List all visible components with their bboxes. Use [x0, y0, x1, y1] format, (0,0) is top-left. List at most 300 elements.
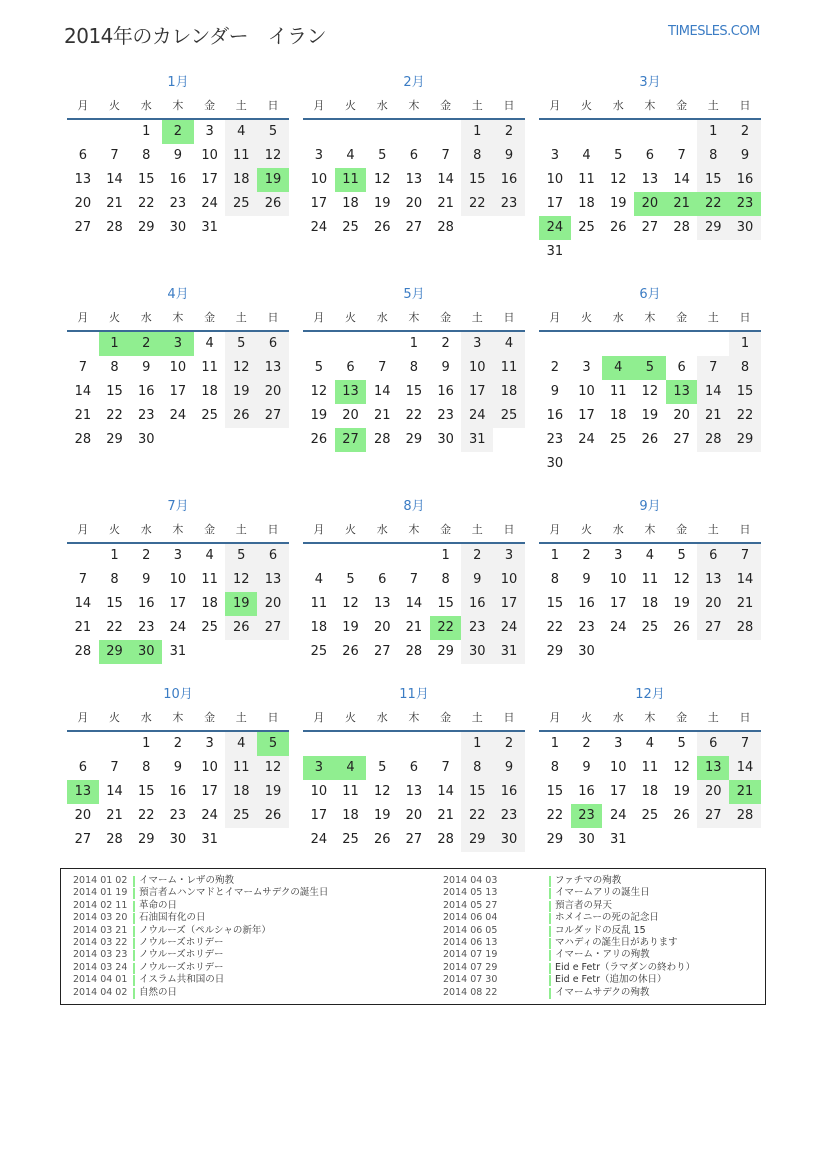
day-cell: 9: [582, 572, 591, 587]
day-cell: 23: [546, 432, 564, 447]
day-cell: 17: [493, 592, 525, 616]
empty-cell: [666, 120, 698, 144]
day-cell: 7: [729, 732, 761, 756]
day-cell: 21: [74, 620, 92, 635]
day-cell: 22: [461, 192, 493, 216]
day-cell: 19: [673, 784, 690, 799]
weekday-label: 月: [77, 311, 89, 324]
weekday-label: 金: [676, 523, 688, 536]
weekday-header: [539, 706, 761, 732]
day-cell: 7: [697, 356, 729, 380]
day-cell: 3: [582, 360, 591, 375]
day-cell: 7: [78, 572, 87, 587]
day-cell: 8: [409, 360, 419, 375]
day-cell: 7: [110, 760, 119, 775]
holiday-color-marker: [133, 876, 135, 887]
empty-cell: [398, 544, 430, 568]
empty-cell: [303, 332, 335, 356]
day-cell: 16: [493, 780, 525, 804]
month-name: 4月: [167, 287, 189, 302]
day-cell: 3: [314, 148, 323, 163]
day-cell: 18: [310, 620, 328, 635]
day-cell: 24: [461, 404, 493, 428]
day-cell: 24: [609, 620, 627, 635]
day-cell: 8: [729, 356, 761, 380]
legend-holiday-name: イマームアリの誕生日: [555, 887, 650, 899]
day-cell: 9: [441, 360, 450, 375]
day-cell: 26: [342, 644, 359, 659]
day-cell: 16: [437, 384, 454, 399]
legend-date: 2014 06 05: [443, 924, 498, 936]
day-cell: 15: [405, 384, 423, 399]
day-cell: 2: [493, 732, 525, 756]
weekday-header: [67, 518, 289, 544]
day-cell: 18: [342, 808, 359, 823]
day-cell: 15: [137, 172, 155, 187]
day-cell: 5: [314, 360, 323, 375]
legend-row: [443, 987, 763, 999]
weekday-label: 水: [612, 99, 624, 112]
day-cell: 27: [641, 220, 659, 235]
day-grid: [303, 732, 525, 852]
day-cell: 18: [578, 196, 595, 211]
day-cell: 23: [578, 620, 595, 635]
day-cell: 27: [257, 616, 289, 640]
site-logo[interactable]: TIMESLES.COM: [668, 24, 760, 39]
holiday-day: 11: [335, 168, 367, 192]
day-cell: 16: [169, 172, 187, 187]
legend-row: [73, 937, 433, 949]
month-calendar: [67, 284, 289, 452]
weekday-header: [539, 306, 761, 332]
empty-cell: [430, 732, 462, 756]
day-cell: 25: [342, 832, 359, 847]
holiday-day: 27: [335, 428, 367, 452]
legend-date: 2014 04 02: [73, 986, 128, 998]
day-cell: 25: [641, 808, 659, 823]
day-cell: 27: [74, 832, 92, 847]
day-cell: 1: [697, 120, 729, 144]
holiday-color-marker: [133, 975, 135, 986]
day-cell: 18: [225, 780, 257, 804]
day-cell: 30: [169, 220, 187, 235]
month-calendar: [539, 496, 761, 664]
day-cell: 1: [441, 548, 450, 563]
day-cell: 25: [225, 192, 257, 216]
day-cell: 24: [169, 620, 187, 635]
holiday-day: 4: [335, 756, 367, 780]
day-cell: 20: [74, 196, 92, 211]
day-cell: 2: [582, 548, 591, 563]
day-cell: 20: [74, 808, 92, 823]
day-cell: 15: [137, 784, 155, 799]
day-cell: 10: [169, 572, 187, 587]
legend-holiday-name: ファチマの殉教: [555, 875, 622, 886]
day-cell: 15: [546, 596, 564, 611]
holiday-color-marker: [133, 988, 135, 999]
day-cell: 10: [201, 148, 218, 163]
day-cell: 21: [405, 620, 423, 635]
day-cell: 6: [257, 544, 289, 568]
holiday-day: 23: [571, 804, 603, 828]
weekday-label: 木: [644, 311, 656, 324]
weekday-label: 水: [376, 523, 388, 536]
day-cell: 25: [578, 220, 595, 235]
day-cell: 23: [461, 616, 493, 640]
legend-date: 2014 06 13: [443, 936, 498, 948]
day-cell: 26: [257, 192, 289, 216]
holiday-day: 21: [729, 780, 761, 804]
day-cell: 2: [173, 736, 183, 751]
day-cell: 13: [641, 172, 659, 187]
day-cell: 10: [493, 568, 525, 592]
day-cell: 3: [614, 548, 623, 563]
legend-date: 2014 03 21: [73, 924, 128, 936]
day-cell: 20: [673, 408, 690, 423]
weekday-label: 水: [140, 99, 152, 112]
day-grid: [539, 544, 761, 664]
day-cell: 11: [201, 572, 218, 587]
day-cell: 9: [142, 572, 151, 587]
day-cell: 4: [225, 732, 257, 756]
legend-date: 2014 06 04: [443, 912, 498, 924]
day-cell: 12: [225, 356, 257, 380]
day-cell: 20: [697, 592, 729, 616]
day-cell: 20: [373, 620, 391, 635]
weekday-label: 火: [345, 99, 357, 112]
weekday-header: [303, 706, 525, 732]
legend-row: [443, 875, 763, 887]
day-cell: 10: [169, 360, 187, 375]
day-cell: 13: [697, 568, 729, 592]
day-cell: 5: [257, 120, 289, 144]
holiday-color-marker: [549, 938, 551, 949]
empty-cell: [697, 332, 729, 356]
month-calendar: [67, 684, 289, 852]
empty-cell: [666, 332, 698, 356]
month-name: 1月: [167, 75, 189, 90]
day-cell: 6: [697, 732, 729, 756]
legend-row: [73, 875, 433, 887]
day-cell: 17: [609, 784, 627, 799]
day-cell: 6: [409, 148, 419, 163]
legend-holiday-name: 石油国有化の日: [139, 912, 206, 924]
weekday-label: 金: [204, 311, 216, 324]
day-cell: 14: [405, 596, 423, 611]
day-cell: 4: [645, 548, 655, 563]
day-cell: 29: [137, 832, 155, 847]
weekday-label: 火: [581, 311, 593, 324]
day-cell: 4: [645, 736, 655, 751]
legend-row: [443, 887, 763, 899]
day-cell: 12: [641, 384, 659, 399]
holiday-color-marker: [133, 926, 135, 937]
legend-row: [443, 900, 763, 912]
legend-holiday-name: 預言者の昇天: [555, 899, 613, 911]
weekday-label: 日: [503, 311, 515, 324]
legend-row: [443, 925, 763, 937]
legend-date: 2014 01 02: [73, 875, 128, 886]
holiday-day: 23: [729, 192, 761, 216]
day-cell: 1: [142, 124, 151, 139]
day-cell: 7: [378, 360, 387, 375]
day-cell: 13: [74, 172, 92, 187]
day-cell: 22: [405, 408, 423, 423]
legend-row: [73, 912, 433, 924]
day-grid: [303, 120, 525, 240]
weekday-label: 金: [676, 99, 688, 112]
day-cell: 29: [461, 828, 493, 852]
weekday-label: 日: [739, 99, 751, 112]
day-cell: 22: [461, 804, 493, 828]
day-cell: 18: [201, 596, 218, 611]
empty-cell: [335, 120, 367, 144]
day-cell: 4: [314, 572, 323, 587]
day-cell: 15: [461, 168, 493, 192]
legend-row: [443, 912, 763, 924]
day-cell: 16: [578, 784, 595, 799]
day-grid: [303, 544, 525, 664]
holiday-day: 19: [257, 168, 289, 192]
day-cell: 27: [697, 804, 729, 828]
day-cell: 7: [110, 148, 119, 163]
empty-cell: [539, 332, 571, 356]
empty-cell: [67, 732, 99, 756]
weekday-label: 火: [109, 523, 121, 536]
weekday-label: 土: [235, 523, 247, 536]
legend-holiday-name: イスラム共和国の日: [139, 974, 225, 986]
day-cell: 5: [378, 148, 387, 163]
day-cell: 31: [493, 640, 525, 664]
day-cell: 14: [106, 784, 123, 799]
day-cell: 24: [310, 832, 328, 847]
day-cell: 27: [405, 832, 423, 847]
day-cell: 27: [405, 220, 423, 235]
month-name: 3月: [639, 75, 661, 90]
weekday-label: 月: [313, 711, 325, 724]
month-calendar: [539, 72, 761, 264]
day-cell: 28: [437, 220, 454, 235]
day-cell: 18: [493, 380, 525, 404]
day-cell: 27: [373, 644, 391, 659]
day-cell: 10: [609, 760, 627, 775]
day-cell: 10: [310, 784, 328, 799]
day-cell: 8: [461, 144, 493, 168]
weekday-label: 月: [313, 99, 325, 112]
weekday-label: 火: [345, 311, 357, 324]
legend-holiday-name: イマーム・アリの殉教: [555, 949, 650, 961]
holiday-day: 22: [697, 192, 729, 216]
holiday-color-marker: [549, 950, 551, 961]
weekday-label: 水: [376, 99, 388, 112]
holiday-day: 21: [666, 192, 698, 216]
weekday-label: 水: [612, 523, 624, 536]
weekday-label: 火: [581, 523, 593, 536]
legend-date: 2014 03 22: [73, 936, 128, 948]
day-cell: 28: [405, 644, 423, 659]
legend-row: [443, 937, 763, 949]
day-cell: 26: [609, 220, 627, 235]
legend-date: 2014 07 30: [443, 974, 498, 986]
day-cell: 19: [609, 196, 627, 211]
day-cell: 1: [729, 332, 761, 356]
day-cell: 26: [641, 432, 659, 447]
day-cell: 29: [106, 432, 123, 447]
empty-cell: [335, 332, 367, 356]
weekday-label: 日: [503, 99, 515, 112]
day-cell: 4: [346, 148, 355, 163]
day-grid: [539, 120, 761, 264]
day-cell: 7: [441, 760, 450, 775]
weekday-header: [67, 306, 289, 332]
day-cell: 23: [137, 408, 155, 423]
day-cell: 3: [205, 124, 214, 139]
empty-cell: [571, 120, 603, 144]
day-cell: 3: [550, 148, 559, 163]
day-cell: 15: [106, 596, 123, 611]
day-cell: 24: [201, 808, 218, 823]
weekday-label: 木: [408, 523, 420, 536]
day-cell: 30: [137, 432, 155, 447]
day-cell: 27: [673, 432, 690, 447]
month-calendar: [539, 684, 761, 852]
day-grid: [67, 332, 289, 452]
holiday-color-marker: [549, 988, 551, 999]
weekday-label: 土: [235, 99, 247, 112]
month-name: 7月: [167, 499, 189, 514]
day-cell: 6: [378, 572, 387, 587]
weekday-label: 月: [549, 311, 561, 324]
day-cell: 21: [106, 808, 123, 823]
legend-row: [443, 962, 763, 974]
day-cell: 24: [310, 220, 328, 235]
day-cell: 20: [405, 196, 423, 211]
day-cell: 14: [729, 568, 761, 592]
day-cell: 4: [205, 336, 214, 351]
legend-date: 2014 03 20: [73, 912, 128, 924]
day-cell: 18: [225, 168, 257, 192]
day-cell: 11: [609, 384, 627, 399]
day-cell: 8: [461, 756, 493, 780]
day-grid: [67, 544, 289, 664]
day-cell: 5: [614, 148, 623, 163]
month-calendar: [303, 72, 525, 240]
holiday-day: 20: [634, 192, 666, 216]
empty-cell: [303, 544, 335, 568]
holiday-day: 29: [99, 640, 131, 664]
month-calendar: [67, 496, 289, 664]
empty-cell: [430, 120, 462, 144]
weekday-label: 金: [440, 311, 452, 324]
day-cell: 22: [106, 620, 123, 635]
weekday-label: 金: [440, 523, 452, 536]
holiday-color-marker: [133, 913, 135, 924]
holiday-day: 24: [539, 216, 571, 240]
weekday-label: 木: [644, 99, 656, 112]
day-cell: 28: [373, 432, 391, 447]
day-cell: 11: [578, 172, 595, 187]
day-cell: 28: [673, 220, 690, 235]
day-cell: 11: [641, 760, 659, 775]
day-cell: 6: [346, 360, 355, 375]
day-cell: 8: [142, 148, 151, 163]
day-cell: 28: [437, 832, 454, 847]
day-cell: 14: [437, 784, 454, 799]
day-cell: 24: [609, 808, 627, 823]
day-cell: 1: [550, 548, 559, 563]
legend-date: 2014 05 13: [443, 887, 498, 899]
day-cell: 22: [137, 808, 155, 823]
day-cell: 21: [74, 408, 92, 423]
day-cell: 10: [461, 356, 493, 380]
weekday-label: 水: [376, 711, 388, 724]
weekday-label: 木: [172, 711, 184, 724]
day-cell: 2: [582, 736, 591, 751]
day-cell: 20: [257, 380, 289, 404]
day-cell: 28: [74, 644, 92, 659]
empty-cell: [99, 732, 131, 756]
holiday-color-marker: [549, 901, 551, 912]
month-name: 5月: [403, 287, 425, 302]
weekday-label: 日: [503, 711, 515, 724]
weekday-label: 土: [235, 311, 247, 324]
legend-row: [73, 949, 433, 961]
legend-holiday-name: 預言者ムハンマドとイマームサデクの誕生日: [139, 887, 329, 899]
legend-row: [73, 962, 433, 974]
empty-cell: [398, 120, 430, 144]
day-cell: 14: [437, 172, 454, 187]
weekday-label: 火: [109, 711, 121, 724]
day-cell: 25: [201, 620, 218, 635]
day-cell: 6: [78, 148, 87, 163]
day-cell: 21: [437, 808, 454, 823]
page-title: 2014年のカレンダー イラン: [64, 24, 327, 48]
empty-cell: [634, 120, 666, 144]
weekday-header: [303, 518, 525, 544]
empty-cell: [67, 120, 99, 144]
day-cell: 18: [641, 784, 659, 799]
day-cell: 11: [641, 572, 659, 587]
day-cell: 23: [137, 620, 155, 635]
day-cell: 30: [546, 456, 564, 471]
day-cell: 20: [257, 592, 289, 616]
weekday-label: 火: [581, 99, 593, 112]
month-name: 10月: [163, 687, 193, 702]
weekday-header: [539, 518, 761, 544]
day-cell: 9: [493, 144, 525, 168]
day-cell: 14: [74, 596, 92, 611]
day-cell: 29: [729, 428, 761, 452]
month-calendar: [303, 284, 525, 452]
day-cell: 9: [493, 756, 525, 780]
day-cell: 17: [461, 380, 493, 404]
month-name: 11月: [399, 687, 429, 702]
day-cell: 12: [257, 144, 289, 168]
weekday-label: 火: [109, 311, 121, 324]
day-cell: 8: [142, 760, 151, 775]
empty-cell: [99, 120, 131, 144]
day-cell: 5: [225, 332, 257, 356]
day-cell: 22: [137, 196, 155, 211]
day-cell: 22: [729, 404, 761, 428]
day-cell: 25: [201, 408, 218, 423]
day-cell: 14: [673, 172, 690, 187]
day-cell: 14: [729, 756, 761, 780]
day-cell: 3: [173, 548, 183, 563]
day-cell: 5: [346, 572, 355, 587]
day-cell: 9: [142, 360, 151, 375]
empty-cell: [303, 732, 335, 756]
